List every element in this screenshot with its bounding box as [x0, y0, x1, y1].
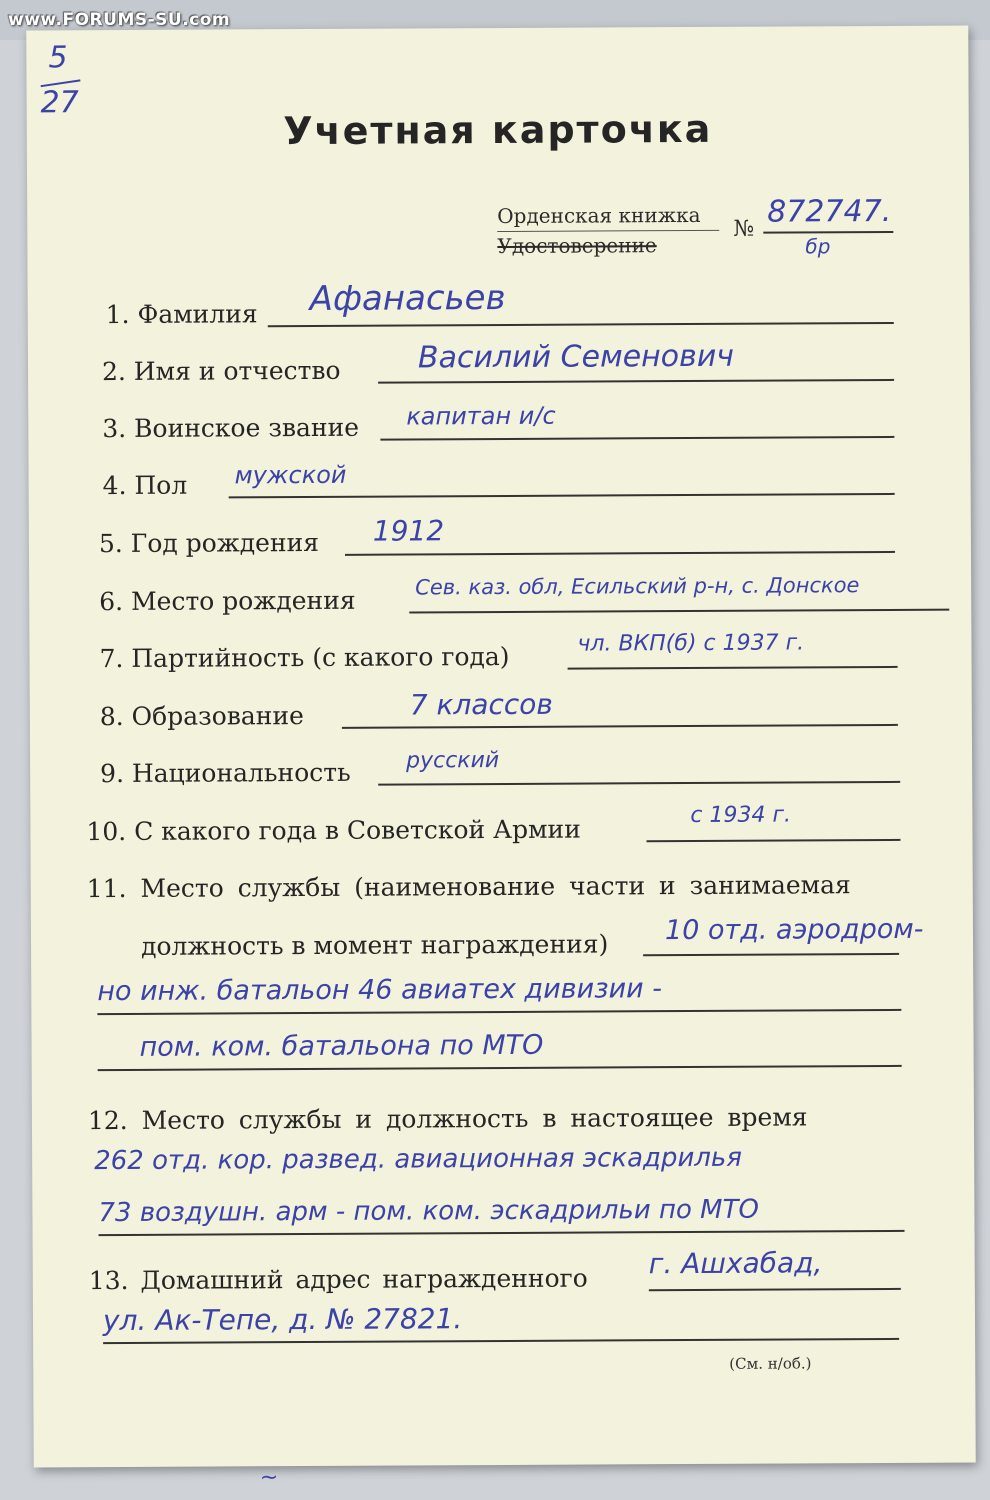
field-surname-line — [268, 322, 894, 327]
field-current-service-line — [99, 1230, 905, 1236]
bottom-ink-mark: ~ — [259, 1465, 279, 1491]
field-party-label: 7. Партийность (с какого года) — [99, 641, 510, 674]
field-rank-line — [380, 436, 894, 440]
corner-number-top: 5 — [48, 40, 68, 76]
field-service-line-2 — [97, 1009, 901, 1015]
certificate-label-struck: Удостоверение — [497, 233, 657, 259]
number-sign: № — [733, 216, 755, 242]
field-address-line-1 — [649, 1288, 901, 1291]
field-current-service-label: 12. Место службы и должность в настоящее время — [87, 1102, 808, 1136]
card-title: Учетная карточка — [283, 106, 713, 154]
field-nationality-value: русский — [406, 748, 500, 774]
field-education-label: 8. Образование — [99, 701, 304, 732]
field-birth-year-line — [345, 551, 895, 555]
field-birth-year-label: 5. Год рождения — [98, 527, 320, 559]
field-service-value-3: пом. ком. батальона по МТО — [139, 1029, 544, 1063]
see-reverse-note: (См. н/об.) — [729, 1354, 812, 1373]
corner-number-bottom: 27 — [40, 85, 79, 121]
field-nationality-label: 9. Национальность — [100, 757, 351, 789]
field-name-label: 2. Имя и отчество — [101, 355, 341, 387]
field-service-value-2: но инж. батальон 46 авиатех дивизии - — [97, 973, 663, 1008]
field-service-label: 11. Место службы (наименование части и занимаемая — [86, 870, 851, 904]
field-service-label-2: должность в момент награждения) — [140, 929, 609, 961]
field-army-since-value: с 1934 г. — [690, 802, 792, 829]
field-rank-label: 3. Воинское звание — [102, 412, 360, 444]
order-book-divider — [497, 230, 719, 232]
field-address-value-1: г. Ашхабад, — [648, 1246, 823, 1281]
field-birthplace-label: 6. Место рождения — [99, 585, 356, 617]
field-nationality-line — [378, 781, 900, 785]
field-service-line-1 — [643, 953, 899, 956]
order-book-number-line — [763, 231, 893, 233]
field-army-since-label: 10. С какого года в Советской Армии — [86, 814, 581, 847]
field-address-line-2 — [103, 1338, 899, 1344]
field-address-label: 13. Домашний адрес награжденного — [88, 1263, 588, 1296]
field-service-line-3 — [98, 1065, 902, 1071]
field-current-service-value-1: 262 отд. кор. развед. авиационная эскадрилья — [94, 1142, 743, 1177]
field-service-value-1: 10 отд. аэродром- — [664, 913, 924, 947]
order-book-suffix: бр — [805, 234, 831, 259]
field-education-value: 7 классов — [409, 687, 553, 722]
field-party-line — [568, 666, 898, 669]
field-education-line — [342, 724, 898, 728]
field-surname-value: Афанасьев — [309, 277, 506, 319]
order-book-number: 872747. — [767, 193, 892, 230]
field-current-service-value-2: 73 воздушн. арм - пом. ком. эскадрильи по МТО — [98, 1194, 760, 1229]
field-birth-year-value: 1912 — [372, 514, 445, 548]
field-address-value-2: ул. Ак-Тепе, д. № 27821. — [102, 1302, 463, 1338]
watermark: www.FORUMS-SU.com — [8, 10, 231, 30]
field-party-value: чл. ВКП(б) с 1937 г. — [577, 630, 805, 657]
field-sex-line — [229, 493, 895, 498]
record-card — [26, 26, 976, 1491]
field-birthplace-line — [409, 609, 949, 613]
field-sex-value: мужской — [234, 460, 347, 490]
field-name-value: Василий Семенович — [417, 338, 735, 376]
field-name-line — [378, 379, 894, 383]
field-surname-label: 1. Фамилия — [105, 299, 258, 330]
field-birthplace-value: Сев. каз. обл, Есильский р-н, с. Донское — [415, 573, 860, 600]
field-sex-label: 4. Пол — [102, 470, 188, 501]
field-rank-value: капитан и/с — [406, 401, 556, 431]
order-book-label: Орденская книжка — [497, 202, 701, 229]
field-army-since-line — [646, 839, 900, 842]
